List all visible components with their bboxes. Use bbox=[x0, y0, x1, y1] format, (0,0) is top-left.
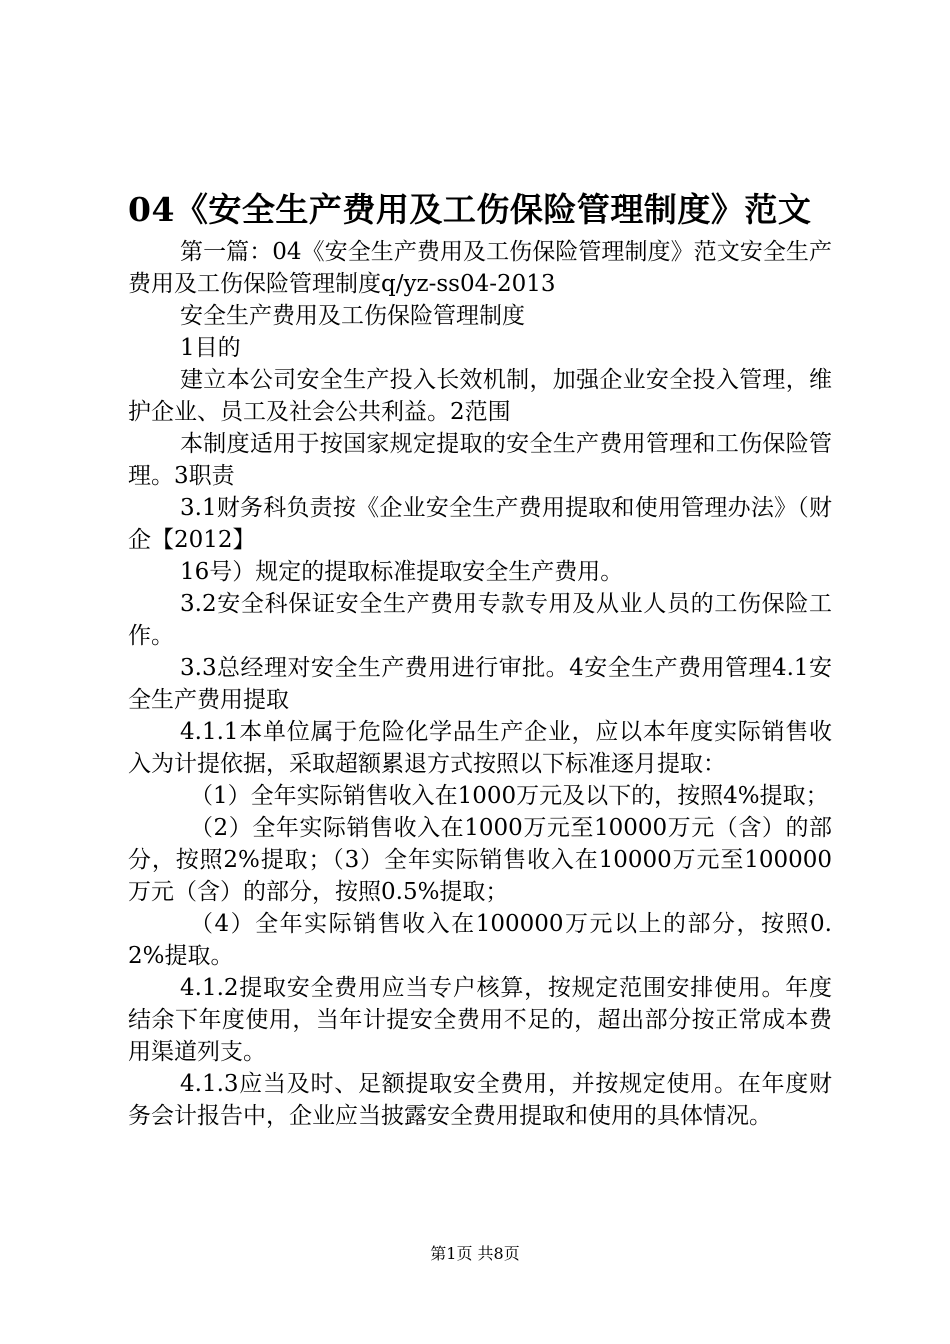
paragraph-duty-3-1: 3.1财务科负责按《企业安全生产费用提取和使用管理办法》（财企【2012】 bbox=[128, 495, 832, 553]
paragraph-section-purpose: 1目的 bbox=[180, 335, 241, 361]
paragraph-4-1-3: 4.1.3应当及时、足额提取安全费用，并按规定使用。在年度财务会计报告中，企业应当披露安全费用提取和使用的具体情况。 bbox=[128, 1071, 832, 1129]
paragraph-purpose: 建立本公司安全生产投入长效机制，加强企业安全投入管理，维护企业、员工及社会公共利益。2范围 bbox=[128, 367, 832, 425]
paragraph-4-1-2: 4.1.2提取安全费用应当专户核算，按规定范围安排使用。年度结余下年度使用，当年计提安全费用不足的，超出部分按正常成本费用渠道列支。 bbox=[128, 975, 832, 1065]
paragraph-duty-3-2: 3.2安全科保证安全生产费用专款专用及从业人员的工伤保险工作。 bbox=[128, 591, 832, 649]
paragraph-intro: 第一篇：04《安全生产费用及工伤保险管理制度》范文安全生产费用及工伤保险管理制度q/yz-ss04-2013 bbox=[128, 239, 832, 297]
paragraph-rate-2-3: （2）全年实际销售收入在1000万元至10000万元（含）的部分，按照2%提取；（3）全年实际销售收入在10000万元至100000万元（含）的部分，按照0.5%提取； bbox=[128, 815, 832, 905]
paragraph-rate-4: （4）全年实际销售收入在100000万元以上的部分，按照0.2%提取。 bbox=[128, 911, 832, 969]
paragraph-4-1-1: 4.1.1本单位属于危险化学品生产企业，应以本年度实际销售收入为计提依据，采取超额累退方式按照以下标准逐月提取： bbox=[128, 719, 832, 777]
document-body bbox=[128, 236, 832, 1132]
paragraph-subtitle: 安全生产费用及工伤保险管理制度 bbox=[180, 303, 525, 329]
page-footer: 第1页 共8页 bbox=[430, 1244, 520, 1263]
paragraph-duty-3-1-cont: 16号）规定的提取标准提取安全生产费用。 bbox=[180, 559, 624, 585]
document-title: 04《安全生产费用及工伤保险管理制度》范文 bbox=[128, 190, 812, 229]
paragraph-duty-3-3: 3.3总经理对安全生产费用进行审批。4安全生产费用管理4.1安全生产费用提取 bbox=[128, 655, 832, 713]
paragraph-rate-1: （1）全年实际销售收入在1000万元及以下的，按照4%提取； bbox=[190, 783, 829, 809]
paragraph-scope: 本制度适用于按国家规定提取的安全生产费用管理和工伤保险管理。3职责 bbox=[128, 431, 832, 489]
